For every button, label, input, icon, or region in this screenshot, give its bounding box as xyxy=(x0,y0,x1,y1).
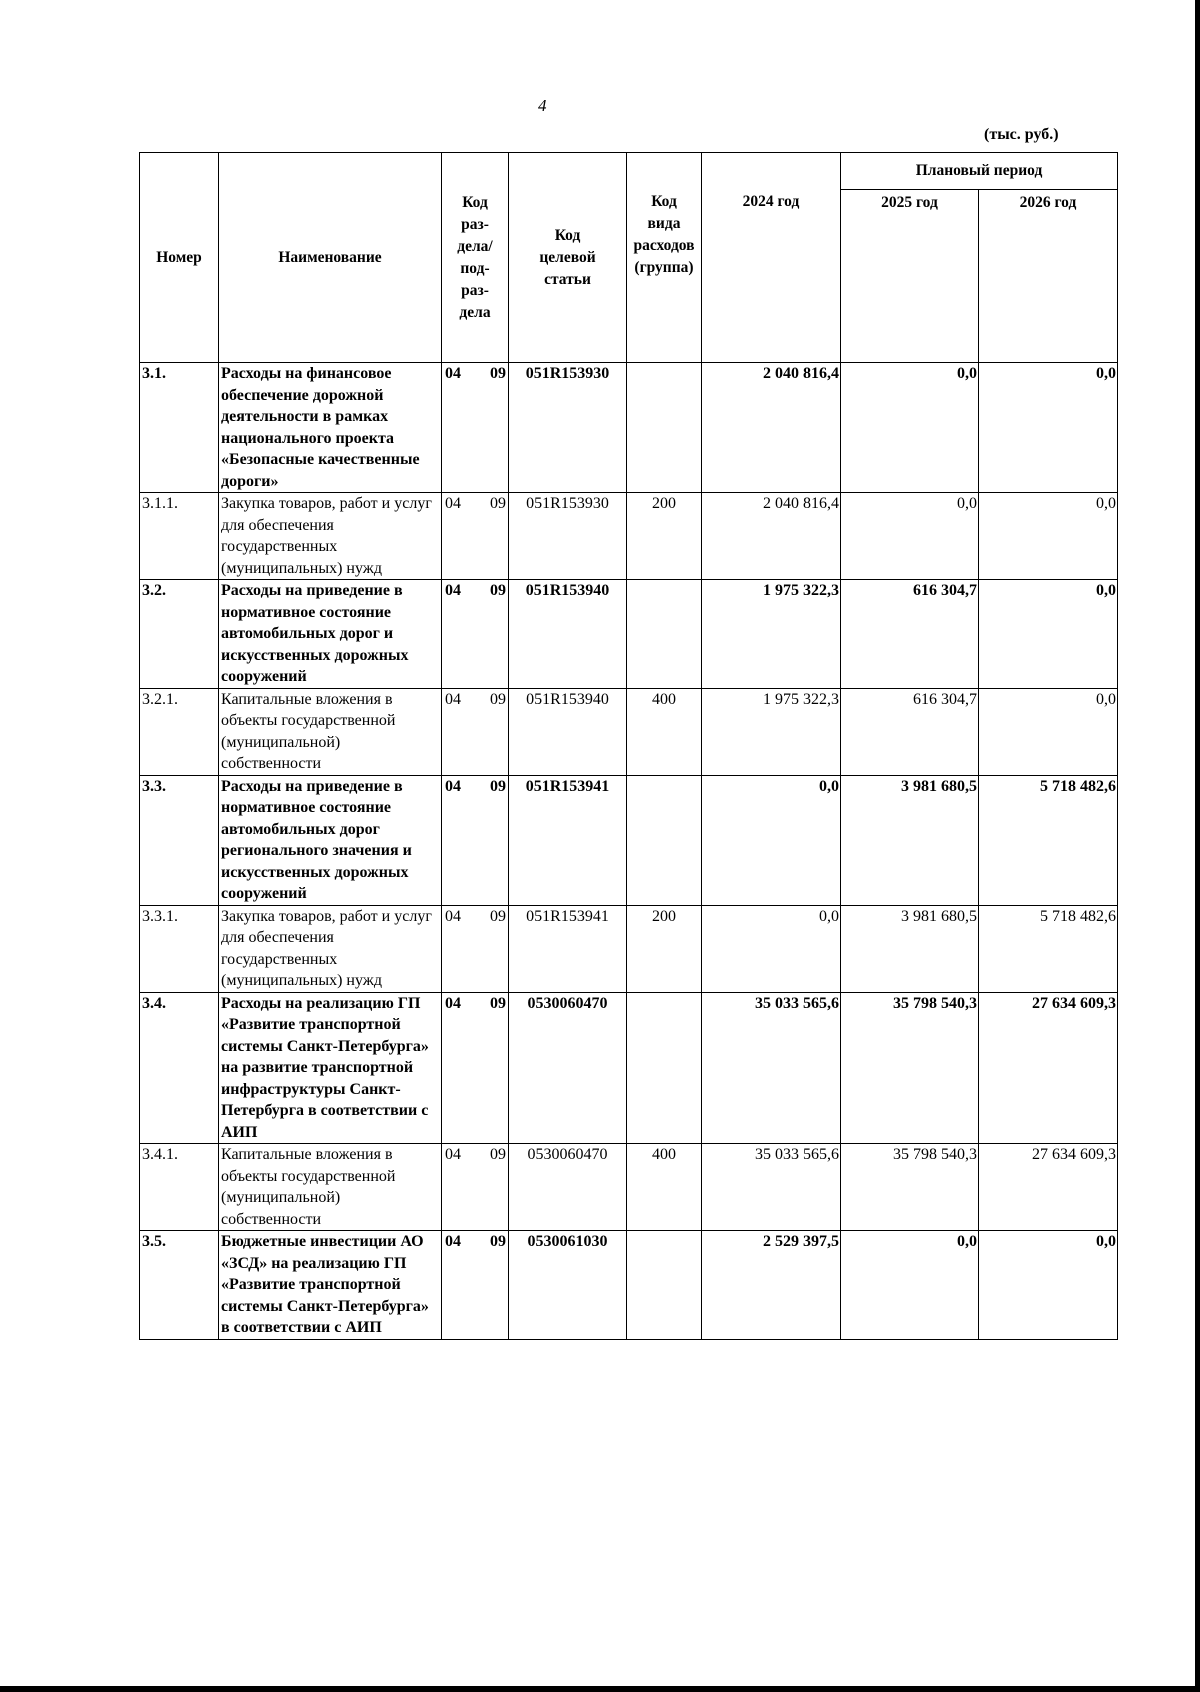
table-row xyxy=(140,1231,1118,1340)
row-value-2026: 27 634 609,3 xyxy=(979,1144,1118,1231)
row-section xyxy=(442,493,509,580)
row-target-code: 051R153940 xyxy=(509,580,627,689)
header-name: Наименование xyxy=(219,153,442,363)
row-value-2024: 35 033 565,6 xyxy=(702,992,841,1144)
row-subsection-code: 09 xyxy=(490,495,506,512)
header-group-line: Код xyxy=(651,193,677,210)
row-group-code: 400 xyxy=(627,688,702,775)
header-group-line: расходов xyxy=(633,237,695,254)
row-number: 3.5. xyxy=(140,1231,219,1340)
row-value-2026: 0,0 xyxy=(979,688,1118,775)
row-name: Расходы на приведение в нормативное состояние автомобильных дорог регионального значения и искусственных дорожных сооружений xyxy=(219,775,442,905)
row-subsection-code: 09 xyxy=(490,1233,506,1250)
header-2025: 2025 год xyxy=(841,190,979,363)
row-value-2024: 2 040 816,4 xyxy=(702,363,841,493)
row-number: 3.3. xyxy=(140,775,219,905)
header-section-line: раз- xyxy=(461,281,489,299)
row-name: Закупка товаров, работ и услуг для обеспечения государственных (муниципальных) нужд xyxy=(219,905,442,992)
header-section-line: раз- xyxy=(461,215,489,233)
row-section xyxy=(442,688,509,775)
row-name: Бюджетные инвестиции АО «ЗСД» на реализацию ГП «Развитие транспортной системы Санкт-Петербурга» в соответствии с АИП xyxy=(219,1231,442,1340)
table-row xyxy=(140,580,1118,689)
row-name: Расходы на финансовое обеспечение дорожной деятельности в рамках национального проекта «Безопасные качественные дороги» xyxy=(219,363,442,493)
header-section-line: Код xyxy=(462,193,488,211)
table-row xyxy=(140,992,1118,1144)
row-value-2025: 616 304,7 xyxy=(841,580,979,689)
row-group-code: 400 xyxy=(627,1144,702,1231)
row-section xyxy=(442,580,509,689)
row-number: 3.3.1. xyxy=(140,905,219,992)
header-2024: 2024 год xyxy=(702,153,841,363)
row-section-code: 04 xyxy=(445,907,461,925)
header-target-line: целевой xyxy=(539,248,596,266)
row-value-2025: 0,0 xyxy=(841,493,979,580)
row-subsection-code: 09 xyxy=(490,777,506,795)
header-planned-period: Плановый период xyxy=(841,153,1118,190)
row-value-2026: 0,0 xyxy=(979,493,1118,580)
row-value-2025: 35 798 540,3 xyxy=(841,1144,979,1231)
row-value-2024: 0,0 xyxy=(702,905,841,992)
row-section xyxy=(442,1144,509,1231)
table-row xyxy=(140,363,1118,493)
row-section-code: 04 xyxy=(445,582,461,599)
row-value-2026: 0,0 xyxy=(979,580,1118,689)
row-group-code xyxy=(627,363,702,493)
row-value-2024: 1 975 322,3 xyxy=(702,688,841,775)
row-group-code xyxy=(627,1231,702,1340)
row-value-2024: 2 529 397,5 xyxy=(702,1231,841,1340)
row-group-code xyxy=(627,992,702,1144)
row-value-2025: 0,0 xyxy=(841,1231,979,1340)
row-section xyxy=(442,992,509,1144)
row-target-code: 051R153930 xyxy=(509,363,627,493)
header-section-line: дела/ xyxy=(457,237,493,255)
header-section xyxy=(442,153,509,363)
row-value-2025: 35 798 540,3 xyxy=(841,992,979,1144)
header-target xyxy=(509,153,627,363)
row-section-code: 04 xyxy=(445,994,461,1012)
row-name: Закупка товаров, работ и услуг для обеспечения государственных (муниципальных) нужд xyxy=(219,493,442,580)
row-number: 3.4.1. xyxy=(140,1144,219,1231)
header-section-line: под- xyxy=(460,259,490,277)
row-section-code: 04 xyxy=(445,1146,461,1163)
scan-edge-bottom xyxy=(0,1686,1200,1692)
header-group xyxy=(627,153,702,363)
row-section-code: 04 xyxy=(445,495,461,512)
header-number: Номер xyxy=(140,153,219,363)
header-section-line: дела xyxy=(459,303,491,321)
row-section-code: 04 xyxy=(445,777,461,795)
row-subsection-code: 09 xyxy=(490,365,506,382)
row-group-code xyxy=(627,580,702,689)
row-target-code: 0530060470 xyxy=(509,992,627,1144)
row-subsection-code: 09 xyxy=(490,1146,506,1163)
header-target-line: статьи xyxy=(544,270,591,288)
row-target-code: 051R153941 xyxy=(509,775,627,905)
header-target-line: Код xyxy=(554,226,581,244)
table-row xyxy=(140,905,1118,992)
header-group-line: вида xyxy=(647,215,681,232)
table-row xyxy=(140,493,1118,580)
row-value-2024: 2 040 816,4 xyxy=(702,493,841,580)
row-target-code: 051R153941 xyxy=(509,905,627,992)
row-value-2024: 0,0 xyxy=(702,775,841,905)
table-row xyxy=(140,688,1118,775)
row-value-2026: 27 634 609,3 xyxy=(979,992,1118,1144)
row-section-code: 04 xyxy=(445,690,461,708)
row-subsection-code: 09 xyxy=(490,994,506,1012)
table-row xyxy=(140,1144,1118,1231)
units-label: (тыс. руб.) xyxy=(984,126,1059,143)
row-section-code: 04 xyxy=(445,1233,461,1250)
budget-table xyxy=(139,152,1118,1340)
row-number: 3.1.1. xyxy=(140,493,219,580)
row-target-code: 0530060470 xyxy=(509,1144,627,1231)
row-value-2025: 3 981 680,5 xyxy=(841,775,979,905)
row-number: 3.1. xyxy=(140,363,219,493)
table-row xyxy=(140,775,1118,905)
row-section xyxy=(442,905,509,992)
row-value-2026: 5 718 482,6 xyxy=(979,775,1118,905)
row-group-code: 200 xyxy=(627,905,702,992)
row-section xyxy=(442,363,509,493)
row-section-code: 04 xyxy=(445,365,461,382)
row-group-code xyxy=(627,775,702,905)
row-target-code: 0530061030 xyxy=(509,1231,627,1340)
row-target-code: 051R153940 xyxy=(509,688,627,775)
row-subsection-code: 09 xyxy=(490,690,506,708)
row-value-2024: 35 033 565,6 xyxy=(702,1144,841,1231)
row-value-2025: 3 981 680,5 xyxy=(841,905,979,992)
row-value-2024: 1 975 322,3 xyxy=(702,580,841,689)
row-value-2025: 616 304,7 xyxy=(841,688,979,775)
row-group-code: 200 xyxy=(627,493,702,580)
page-number: 4 xyxy=(538,96,547,115)
row-subsection-code: 09 xyxy=(490,582,506,599)
row-subsection-code: 09 xyxy=(490,907,506,925)
row-section xyxy=(442,1231,509,1340)
row-value-2026: 5 718 482,6 xyxy=(979,905,1118,992)
row-value-2026: 0,0 xyxy=(979,1231,1118,1340)
row-name: Расходы на реализацию ГП «Развитие транспортной системы Санкт-Петербурга» на развитие транспортной инфраструктуры Санкт-Петербурга в соответствии с АИП xyxy=(219,992,442,1144)
row-number: 3.2. xyxy=(140,580,219,689)
row-target-code: 051R153930 xyxy=(509,493,627,580)
row-number: 3.4. xyxy=(140,992,219,1144)
row-name: Расходы на приведение в нормативное состояние автомобильных дорог и искусственных дорожных сооружений xyxy=(219,580,442,689)
row-value-2025: 0,0 xyxy=(841,363,979,493)
scan-edge-right xyxy=(1195,0,1200,1692)
header-group-line: (группа) xyxy=(634,259,694,276)
row-name: Капитальные вложения в объекты государственной (муниципальной) собственности xyxy=(219,688,442,775)
header-2026: 2026 год xyxy=(979,190,1118,363)
row-name: Капитальные вложения в объекты государственной (муниципальной) собственности xyxy=(219,1144,442,1231)
row-section xyxy=(442,775,509,905)
row-value-2026: 0,0 xyxy=(979,363,1118,493)
row-number: 3.2.1. xyxy=(140,688,219,775)
